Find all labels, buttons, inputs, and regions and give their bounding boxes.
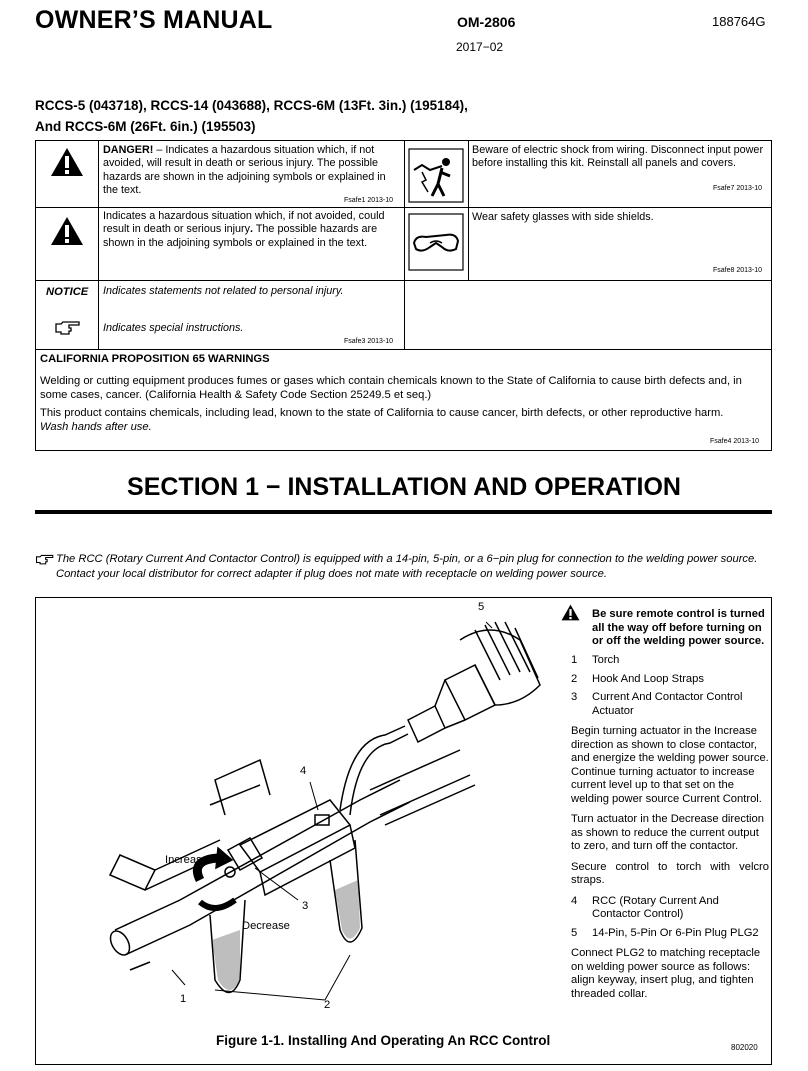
prop65-paragraph-1: Welding or cutting equipment produces fumes or gases which contain chemicals known to the State of California to cause birth defects and, in some cases, cancer. (California Health & Safety Code Section 25249.5 et seq.) [40,375,742,401]
manual-title: OWNER’S MANUAL [35,6,273,34]
glasses-code: Fsafe8 2013-10 [713,267,763,274]
figure-warning-icon [561,604,580,621]
note-line-1: The RCC (Rotary Current And Contactor Control) is equipped with a 14-pin, 5-pin, or a 6−pin plug for connection to the welding power source. [56,553,758,565]
section-divider [35,510,772,514]
figure-caption: Figure 1-1. Installing And Operating An RCC Control [216,1033,551,1048]
notice-code: Fsafe3 2013-10 [344,338,394,345]
figure-item: 1 Torch [571,654,620,666]
danger-code: Fsafe1 2013-10 [344,197,394,204]
prop65-code: Fsafe4 2013-10 [710,438,760,445]
model-line-1: RCCS-5 (043718), RCCS-14 (043688), RCCS-6M (13Ft. 3in.) (195184), [35,98,468,113]
increase-label: Increase [165,854,208,866]
figure-item-list [571,654,769,1001]
document-number: 188764G [712,14,766,29]
warning-icon [50,216,84,246]
callout-4: 4 [300,765,307,777]
shock-code: Fsafe7 2013-10 [713,185,763,192]
callout-5: 5 [478,601,485,613]
notice-label: NOTICE [46,286,89,298]
figure-paragraph-2: Turn actuator in the Decrease direction as shown to reduce the current output to zero, and turn off the contactor. [571,813,764,852]
note-hand-icon [35,554,55,566]
glasses-warning-text: Wear safety glasses with side shields. [472,211,654,223]
note-line-2: Contact your local distributor for correct adapter if plug does not mate with receptacle on welding power source. [56,568,607,580]
electric-shock-icon [408,148,464,203]
model-line-2: And RCCS-6M (26Ft. 6in.) (195503) [35,119,256,134]
figure-item: 4 RCC (Rotary Current And Contactor Control) [571,894,719,920]
manual-number: OM-2806 [457,14,516,30]
figure-item: 5 14-Pin, 5-Pin Or 6-Pin Plug PLG2 [571,926,759,939]
shock-warning-text: Beware of electric shock from wiring. Disconnect input power before installing this kit. Reinstall all panels and covers. [472,144,764,170]
prop65-wash-hands: Wash hands after use. [40,421,152,433]
prop65-title: CALIFORNIA PROPOSITION 65 WARNINGS [40,353,270,365]
special-instructions-text: Indicates special instructions. [103,322,244,334]
figure-paragraph-4: Connect PLG2 to matching receptacle on welding power source as follows: align keyway, insert plug, and tighten threaded collar. [571,947,761,1000]
model-list [35,95,468,137]
figure-paragraph-1: Begin turning actuator in the Increase direction as shown to close contactor, and energize the welding power source. Continue turning actuator to increase current level up to that set on the welding power source Current Control. [571,725,769,805]
rcc-installation-illustration [100,610,560,1010]
figure-warning-text: Be sure remote control is turned all the way off before turning on or off the welding power source. [592,608,765,647]
safety-table [35,140,772,451]
callout-1: 1 [180,993,187,1005]
danger-description: DANGER! – Indicates a hazardous situation which, if not avoided, will result in death or serious injury. The possible hazards are shown in the adjoining symbols or explained in the text. [103,144,386,196]
danger-warning-icon [50,147,84,177]
figure-code: 802020 [731,1043,758,1052]
prop65-paragraph-2: This product contains chemicals, including lead, known to the state of California to cause cancer, birth defects, or other reproductive harm. [40,407,724,419]
notice-text: Indicates statements not related to personal injury. [103,285,344,297]
installation-note [56,552,757,582]
pointing-hand-icon [55,320,81,337]
issue-date: 2017−02 [456,40,504,54]
section-heading: SECTION 1 − INSTALLATION AND OPERATION [127,473,681,501]
figure-paragraph-3: Secure control to torch with velcro straps. [571,860,769,886]
decrease-label: Decrease [242,920,290,932]
figure-item: 3 Current And Contactor Control Actuator [571,691,743,717]
warning-description: Indicates a hazardous situation which, if not avoided, could result in death or serious injury. The possible hazards are shown in the adjoining symbols or explained in the text. [103,210,385,249]
safety-glasses-icon [408,213,464,271]
callout-3: 3 [302,900,309,912]
callout-2: 2 [324,999,331,1011]
figure-item: 2 Hook And Loop Straps [571,672,704,685]
